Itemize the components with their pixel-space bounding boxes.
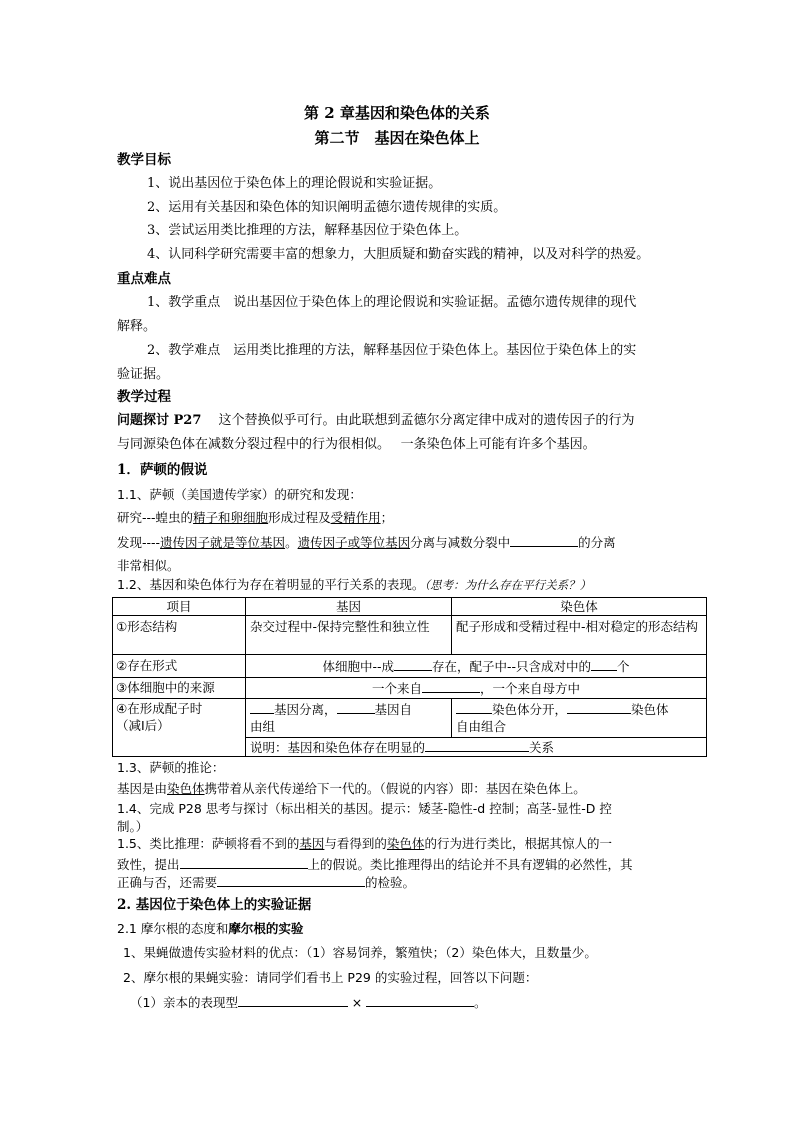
morgan-experiment-prompt: 2、摩尔根的果蝇实验：请同学们看书上 P29 的实验过程，回答以下问题： [123,970,538,985]
discovery-prefix: 发现---- [117,535,161,550]
keypoint-2-line1: 2、教学难点 运用类比推理的方法，解释基因位于染色体上。基因位于染色体上的实 [147,343,637,358]
section-1-5-line3 [117,873,415,892]
parent-phenotype-line [130,993,486,1012]
s15-l3-text-b: 的检验。 [365,875,416,890]
objective-item-3: 3、尝试运用类比推理的方法，解释基因位于染色体上。 [147,223,468,238]
parent-phenotype-label: （1）亲本的表现型 [130,995,238,1010]
s21-morgan-experiment: 摩尔根的实验 [228,921,304,936]
answer-blank[interactable] [510,533,578,547]
keypoint-2-line2: 验证据。 [117,367,170,382]
row3-content [246,679,706,697]
discovery-factors: 遗传因子或等位基因 [297,535,411,550]
s15-l2-text-a: 致性，提出 [117,857,180,872]
objective-item-1: 1、说出基因位于染色体上的理论假说和实验证据。 [147,176,442,191]
answer-blank[interactable] [394,657,432,671]
row3-item: ③体细胞中的来源 [116,680,215,695]
discovery-middle: 分离与减数分裂中 [410,535,511,550]
discussion-line1 [117,412,635,430]
answer-blank[interactable] [238,993,348,1007]
row4-item-line1: ④在形成配子时 [116,701,203,716]
answer-blank[interactable] [366,993,474,1007]
section-1-1: 1.1、萨顿（美国遗传学家）的研究和发现： [117,487,362,502]
keypoints-heading: 重点难点 [117,271,171,287]
inference-prefix: 基因是由 [117,781,168,796]
row3-text-b: ，一个来自母方中 [480,681,581,696]
discussion-label: 问题探讨 P27 [117,413,202,428]
section-1-5-line1 [117,835,612,853]
answer-blank[interactable] [422,679,480,693]
row1-chromosome: 配子形成和受精过程中-相对稳定的形态结构 [456,619,699,634]
table-header-chromosome: 染色体 [560,599,598,614]
inference-rest: 携带着从亲代传递给下一代的。（假说的内容）即：基因在染色体上。 [204,781,586,796]
research-fertilization: 受精作用 [330,510,381,525]
row2-text-c: 个 [617,659,630,674]
row4-item [116,700,244,734]
row4-gene-line2: 由组 [250,719,276,734]
row4-item-line2: （减Ⅰ后） [116,718,170,733]
row4-gene-text-a: 基因分离， [274,702,337,717]
discovery-line [117,533,616,552]
row4-gene [250,700,448,735]
row4-gene-text-b: 基因自 [374,702,413,717]
research-end: ； [380,510,394,525]
section-1-3: 1.3、萨顿的推论： [117,760,225,775]
row4-chrom-text-a: 染色体分开， [492,702,568,717]
row5-text-a: 说明：基因和染色体存在明显的 [250,740,426,755]
row1-item: ①形态结构 [116,619,178,634]
answer-blank[interactable] [250,700,274,714]
discussion-line2: 与同源染色体在减数分裂过程中的行为很相似。 一条染色体上可能有许多个基因。 [117,437,596,452]
keypoint-1-line2: 解释。 [117,319,157,334]
row5-text-b: 关系 [529,740,555,755]
row2-item: ②存在形式 [116,658,178,673]
inference-chromosome: 染色体 [167,781,205,796]
discovery-line2: 非常相似。 [117,558,180,573]
research-line [117,509,393,527]
s15-l2-text-b: 上的假说。类比推理得出的结论并不具有逻辑的必然性，其 [307,857,633,872]
research-middle: 形成过程及 [268,510,331,525]
keypoint-1-line1: 1、教学重点 说出基因位于染色体上的理论假说和实验证据。孟德尔遗传规律的现代 [147,295,637,310]
fruitfly-advantages: 1、果蝇做遗传实验材料的优点：（1）容易饲养，繁殖快；（2）染色体大，且数量少。 [123,945,597,960]
section-1-2-note: （思考：为什么存在平行关系？） [424,578,592,592]
s15-text-e: 的行为进行类比，根据其惊人的一 [424,836,612,851]
row2-text-a: 体细胞中--成 [322,659,394,674]
discussion-text1: 这个替换似乎可行。由此联想到孟德尔分离定律中成对的遗传因子的行为 [201,413,635,428]
row4-chrom-text-b: 染色体 [631,702,669,717]
s15-l3-text-a: 正确与否，还需要 [117,875,218,890]
section-2-1 [117,920,303,938]
answer-blank[interactable] [591,657,617,671]
row3-text-a: 一个来自 [371,681,422,696]
section-1-2 [117,576,591,594]
section-1-4-line1: 1.4、完成 P28 思考与探讨（标出相关的基因。提示：矮茎-隐性-d 控制；高茎-显性-D 控 [117,801,612,816]
section-1-4-line2: 制。） [117,819,149,834]
s21-text: 2.1 摩尔根的态度和 [117,921,229,936]
chapter-title: 第 2 章基因和染色体的关系 [304,104,490,122]
answer-blank[interactable] [217,873,365,887]
section-title: 第二节 基因在染色体上 [314,129,480,147]
research-sperm-egg: 精子和卵细胞 [193,510,269,525]
parent-phenotype-end: 。 [473,995,487,1010]
s15-gene: 基因 [299,836,325,851]
discovery-period: 。 [285,535,298,550]
inference-line [117,780,586,798]
s15-chromosome: 染色体 [386,836,425,851]
objective-item-4: 4、认同科学研究需要丰富的想象力，大胆质疑和勤奋实践的精神，以及对科学的热爱。 [147,247,650,262]
process-heading: 教学过程 [117,389,171,405]
row4-chromosome [456,700,702,735]
row2-text-b: 存在，配子中--只含成对中的 [431,659,592,674]
cross-symbol: × [351,995,363,1010]
objectives-heading: 教学目标 [117,152,171,168]
answer-blank[interactable] [567,700,631,714]
s15-text-a: 1.5、类比推理：萨顿将看不到的 [117,836,300,851]
row2-content [246,657,706,675]
table-header-item: 项目 [166,599,192,614]
objective-item-2: 2、运用有关基因和染色体的知识阐明孟德尔遗传规律的实质。 [147,200,507,215]
answer-blank[interactable] [337,700,375,714]
row5-content [250,738,704,756]
section1-heading: 1．萨顿的假说 [117,462,208,478]
research-prefix: 研究---蝗虫的 [117,510,194,525]
section-1-5-line2 [117,855,633,874]
section-1-2-text: 1.2、基因和染色体行为存在着明显的平行关系的表现。 [117,577,425,592]
answer-blank[interactable] [456,700,492,714]
row4-chrom-line2: 自由组合 [456,719,507,734]
answer-blank[interactable] [180,855,308,869]
table-header-gene: 基因 [335,599,361,614]
row1-gene: 杂交过程中-保持完整性和独立性 [250,619,430,634]
discovery-end: 的分离 [578,535,616,550]
section2-heading: 2. 基因位于染色体上的实验证据 [117,897,312,913]
discovery-alleles: 遗传因子就是等位基因 [160,535,286,550]
answer-blank[interactable] [425,738,529,752]
s15-text-c: 与看得到的 [324,836,387,851]
